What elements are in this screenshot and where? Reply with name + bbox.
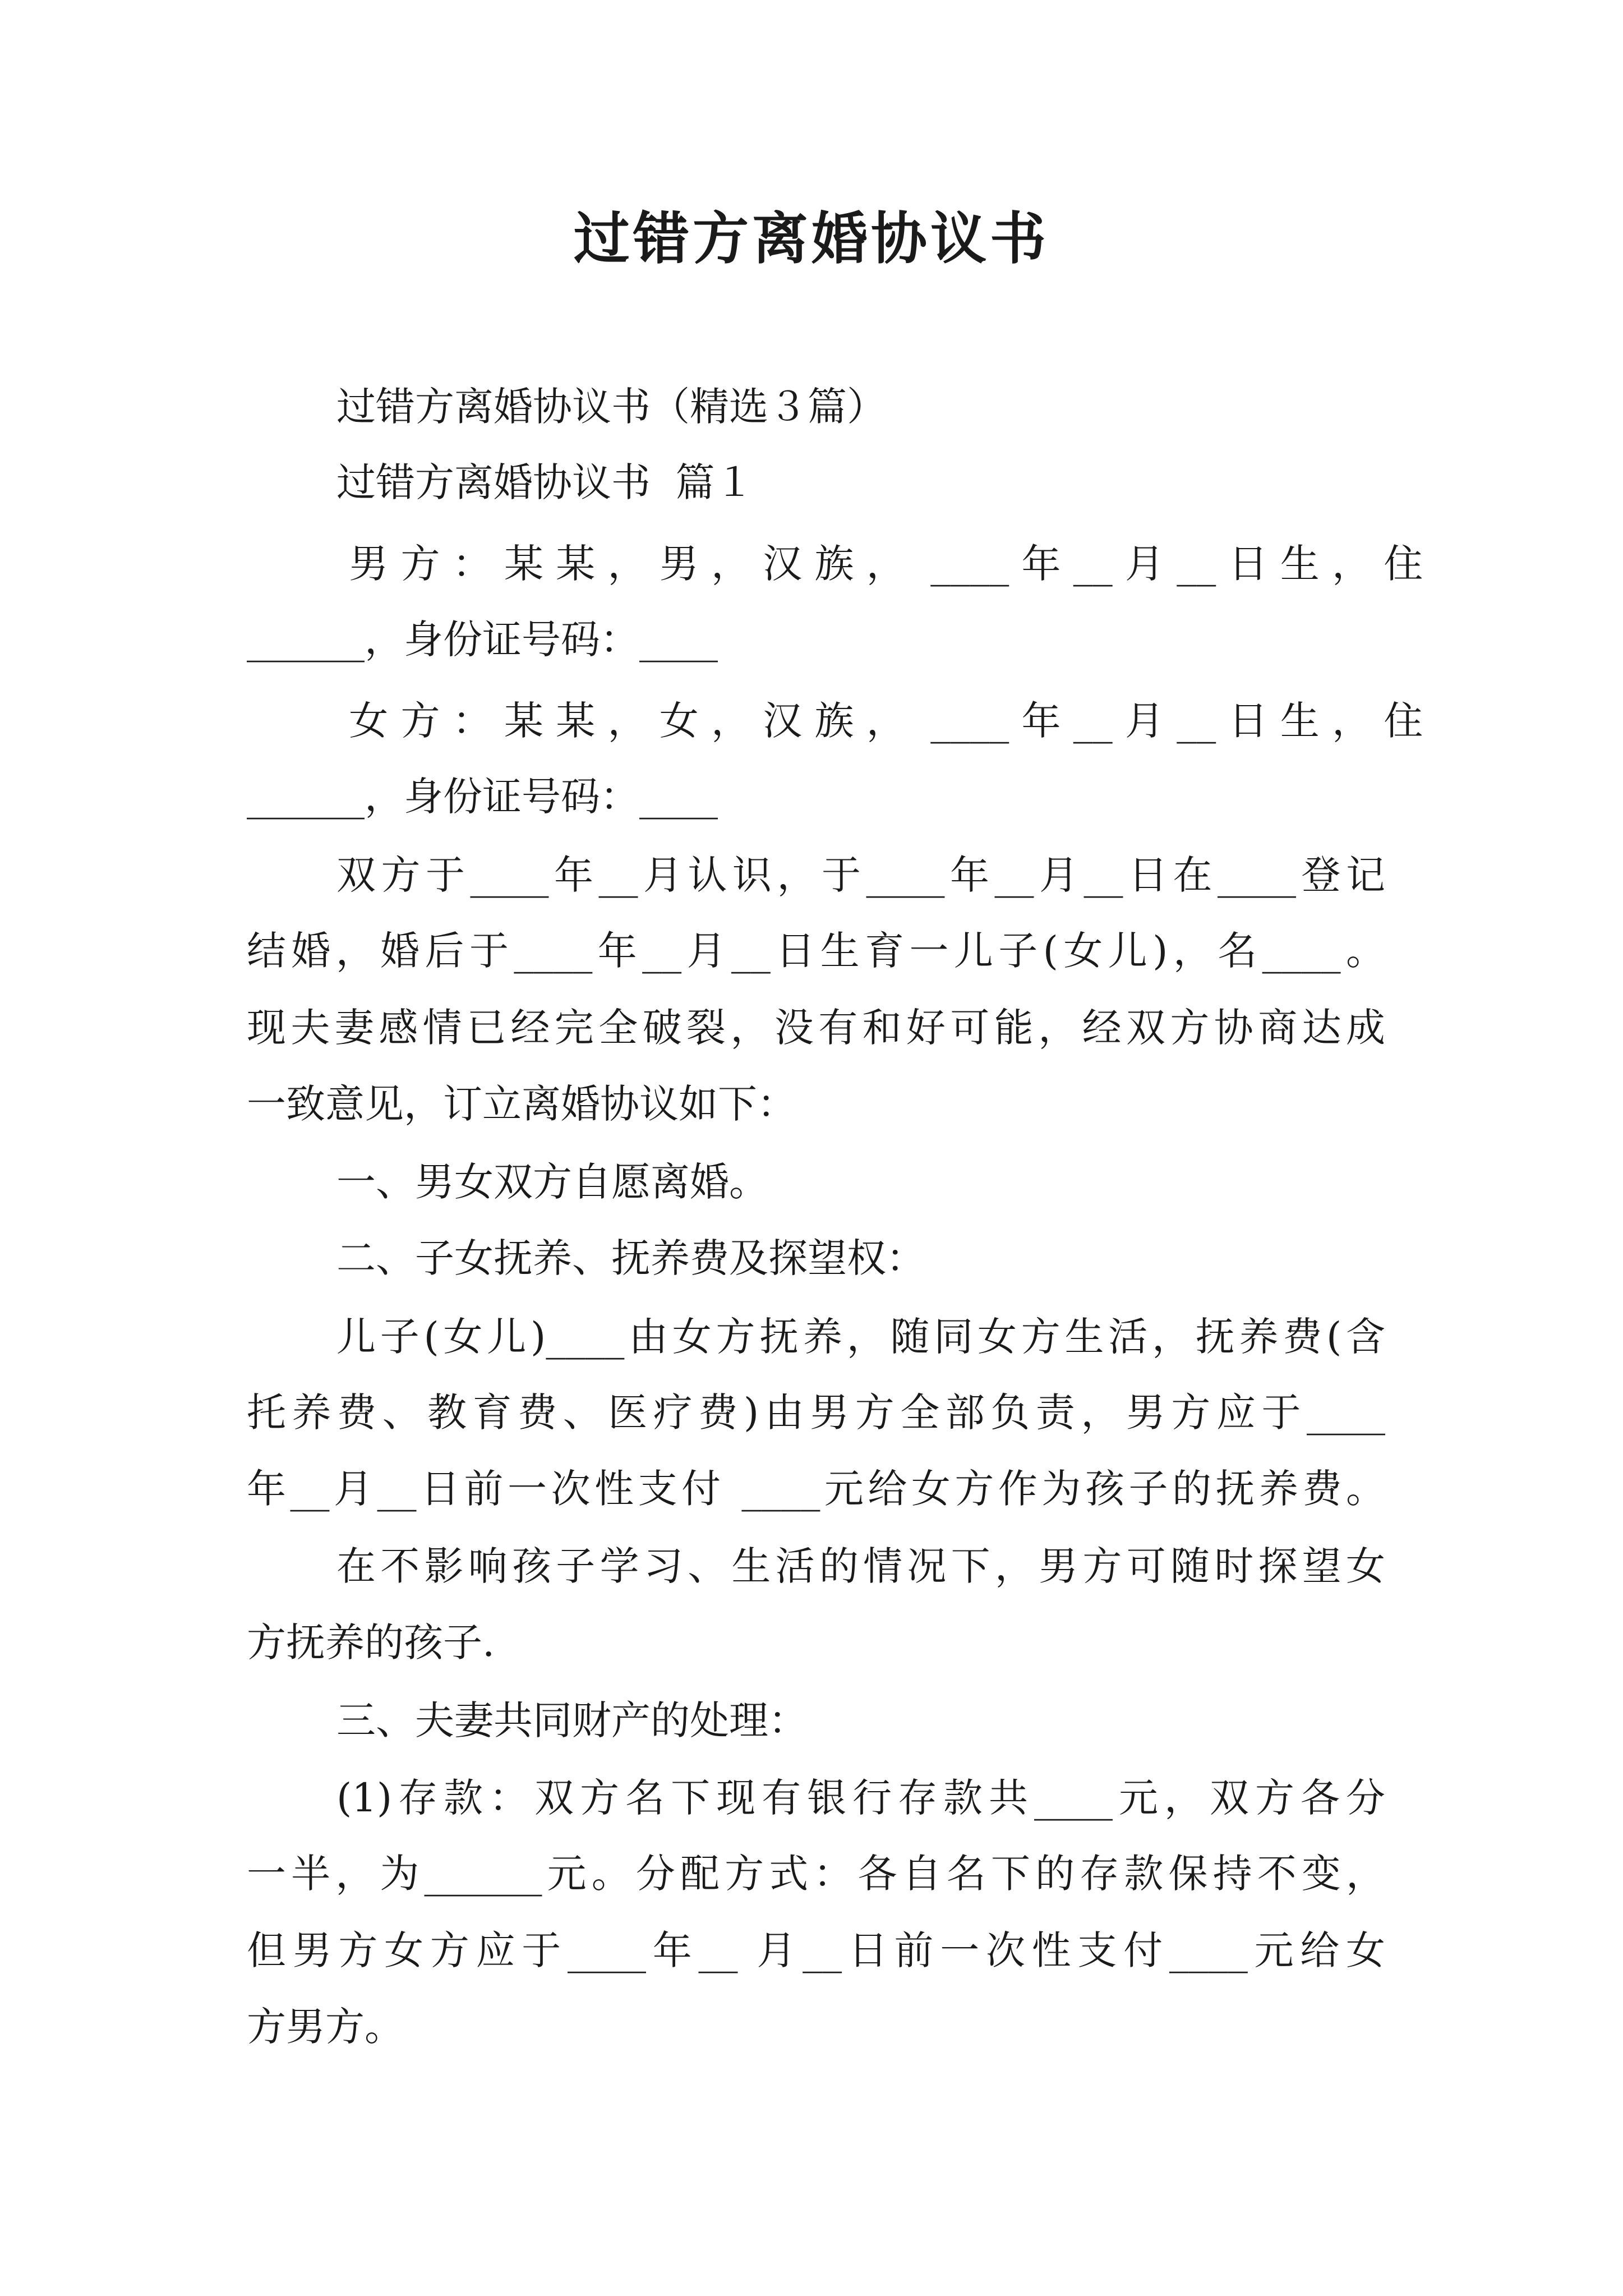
paragraph-line: 一半，为______元。分配方式：各自名下的存款保持不变， (247, 1851, 1385, 1897)
paragraph-line: 方男方。 (247, 2004, 404, 2050)
clause-heading: 二、子女抚养、抚养费及探望权： (336, 1235, 925, 1281)
female-id-line: ______，身份证号码：____ (247, 774, 718, 820)
paragraph-line: 一致意见，订立离婚协议如下： (247, 1081, 796, 1127)
clause-heading: 三、夫妻共同财产的处理： (336, 1697, 808, 1743)
paragraph-line: 但男方女方应于____年__ 月__日前一次性支付____元给女 (247, 1927, 1385, 1973)
section-heading: 过错方离婚协议书 篇１ (336, 459, 754, 505)
clause-heading: 一、男女双方自愿离婚。 (336, 1159, 768, 1205)
paragraph-line: 在不影响孩子学习、生活的情况下，男方可随时探望女 (336, 1543, 1385, 1589)
female-party-line: 女 方 ： 某 某 ， 女 ， 汉 族 ， ____ 年 __ 月 __ 日 生 ， 住 (336, 698, 1423, 744)
paragraph-line: 儿子(女儿)____由女方抚养，随同女方生活，抚养费(含 (336, 1314, 1385, 1360)
male-party-line: 男 方 ： 某 某 ， 男 ， 汉 族 ， ____ 年 __ 月 __ 日 生 ， 住 (336, 541, 1423, 587)
paragraph-line: 结婚，婚后于____年__月__日生育一儿子(女儿)，名____。 (247, 928, 1385, 974)
paragraph-line: 方抚养的孩子. (247, 1619, 495, 1665)
subtitle-line: 过错方离婚协议书（精选３篇） (336, 384, 886, 430)
paragraph-line: 托养费、教育费、医疗费)由男方全部负责，男方应于____ (247, 1389, 1385, 1435)
document-title: 过错方离婚协议书 (574, 205, 1049, 272)
paragraph-line: 现夫妻感情已经完全破裂，没有和好可能，经双方协商达成 (247, 1005, 1385, 1051)
paragraph-line: 双方于____年__月认识，于____年__月__日在____登记 (336, 852, 1385, 898)
male-id-line: ______，身份证号码：____ (247, 616, 718, 662)
paragraph-line: (1)存款：双方名下现有银行存款共____元，双方各分 (336, 1775, 1385, 1821)
paragraph-line: 年__月__日前一次性支付 ____元给女方作为孩子的抚养费。 (247, 1466, 1385, 1512)
